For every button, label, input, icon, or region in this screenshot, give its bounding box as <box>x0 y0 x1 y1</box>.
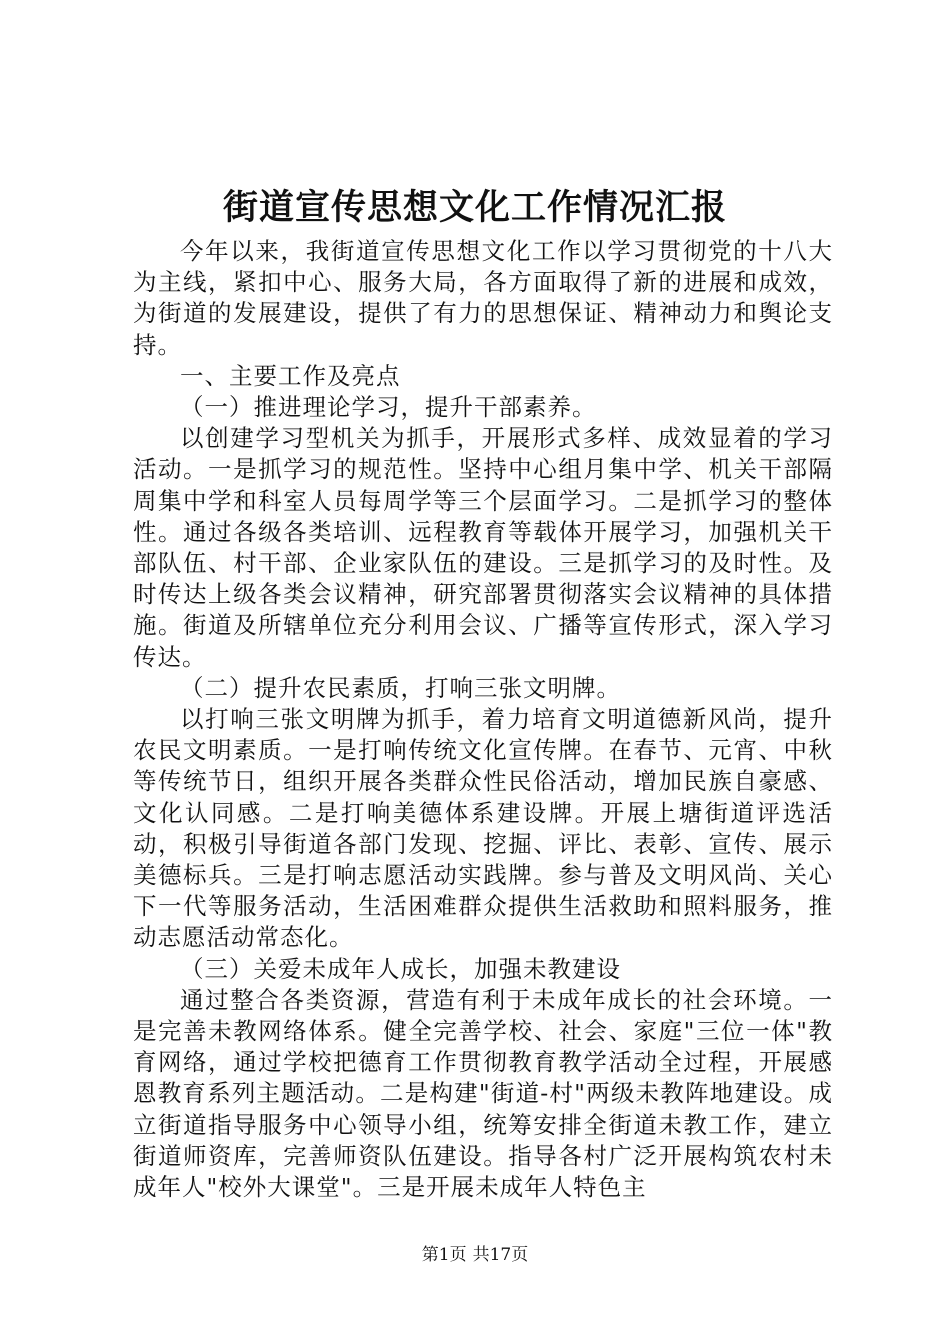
document-body <box>133 236 833 1203</box>
page-number: 第1页 <box>421 1245 467 1265</box>
intro-paragraph: 今年以来，我街道宣传思想文化工作以学习贯彻党的十八大为主线，紧扣中心、服务大局，各方面取得了新的进展和成效，为街道的发展建设，提供了有力的思想保证、精神动力和舆论支持。 <box>133 237 833 359</box>
document-title: 街道宣传思想文化工作情况汇报 <box>222 187 727 228</box>
page-footer <box>0 1243 950 1267</box>
section-heading: 一、主要工作及亮点 <box>180 361 401 390</box>
subsection-heading-3: （三）关爱未成年人成长，加强未教建设 <box>180 954 621 983</box>
subsection-heading-2: （二）提升农民素质，打响三张文明牌。 <box>180 673 621 702</box>
body-paragraph-2: 以打响三张文明牌为抓手，着力培育文明道德新风尚，提升农民文明素质。一是打响传统文化宣传牌。在春节、元宵、中秋等传统节日，组织开展各类群众性民俗活动，增加民族自豪感、文化认同感。二是打响美德体系建设牌。开展上塘街道评选活动，积极引导街道各部门发现、挖掘、评比、表彰、宣传、展示美德标兵。三是打响志愿活动实践牌。参与普及文明风尚、关心下一代等服务活动，生活困难群众提供生活救助和照料服务，推动志愿活动常态化。 <box>133 705 833 952</box>
body-paragraph-3: 通过整合各类资源，营造有利于未成年成长的社会环境。一是完善未教网络体系。健全完善学校、社会、家庭"三位一体"教育网络，通过学校把德育工作贯彻教育教学活动全过程，开展感恩教育系列主题活动。二是构建"街道-村"两级未教阵地建设。成立街道指导服务中心领导小组，统筹安排全街道未教工作，建立街道师资库，完善师资队伍建设。指导各村广泛开展构筑农村未成年人"校外大课堂"。三是开展未成年人特色主 <box>133 985 833 1202</box>
subsection-heading-1: （一）推进理论学习，提升干部素养。 <box>180 393 597 422</box>
body-paragraph-1: 以创建学习型机关为抓手，开展形式多样、成效显着的学习活动。一是抓学习的规范性。坚持中心组月集中学、机关干部隔周集中学和科室人员每周学等三个层面学习。二是抓学习的整体性。通过各级各类培训、远程教育等载体开展学习，加强机关干部队伍、村干部、企业家队伍的建设。三是抓学习的及时性。及时传达上级各类会议精神，研究部署贯彻落实会议精神的具体措施。街道及所辖单位充分利用会议、广播等宣传形式，深入学习传达。 <box>133 424 833 671</box>
page-total: 共17页 <box>472 1245 529 1265</box>
